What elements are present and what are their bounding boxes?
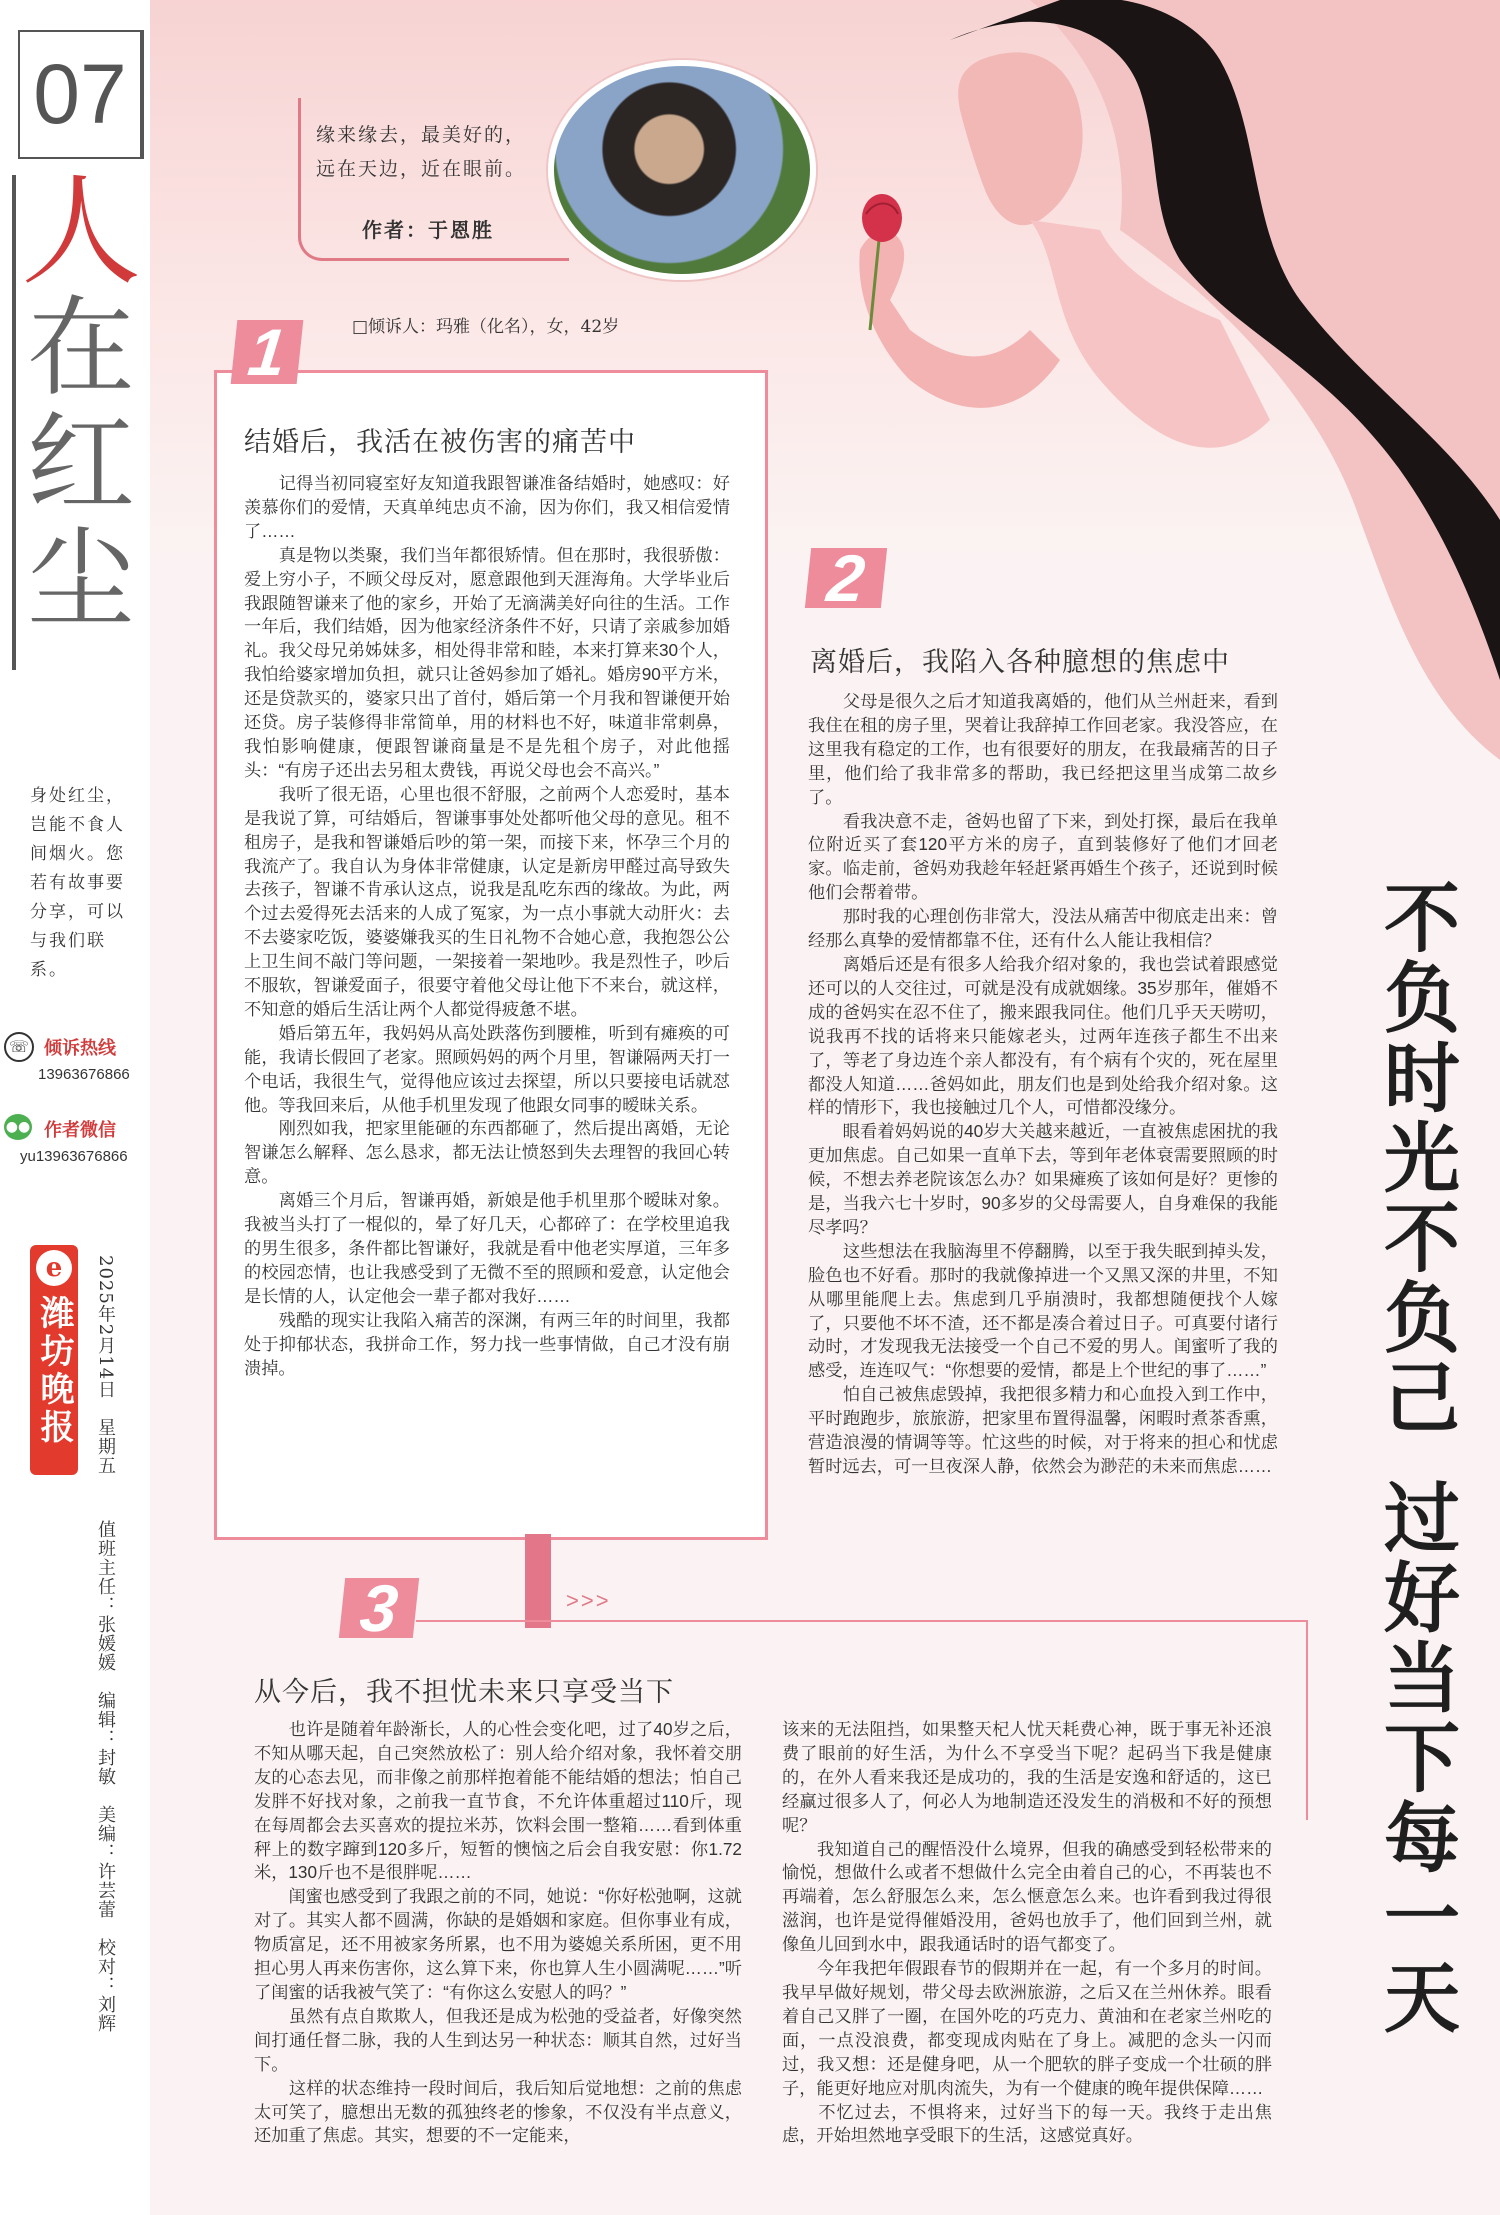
hotline-label: 倾诉热线 — [44, 1038, 116, 1058]
woman-with-rose-illustration — [800, 0, 1500, 800]
headline-char: 光 — [1384, 1117, 1460, 1202]
rose-bloom — [862, 194, 902, 242]
section-number: 2 — [805, 548, 887, 608]
section-body: 父母是很久之后才知道我离婚的，他们从兰州赶来，看到我住在租的房子里，哭着让我辞掉工作回老家。我没答应，在这里我有稳定的工作，也有很要好的朋友，在我最痛苦的日子里，他们给了我非常多的帮助，我已经把这里当成第二故乡了。 看我决意不走，爸妈也留了下来，到处打探，最后在我单位附近买了套120平方米的房子，直到装修好了他们才回老家。临走前，爸妈劝我趁年轻赶紧再婚生个孩子，还说到时候他们会帮着带。 那时我的心理创伤非常大，没法从痛苦中彻底走出来：曾经那么真挚的爱情都靠不住，还有什么人能让我相信？ 离婚后还是有很多人给我介绍对象的，我也尝试着跟感觉还可以的人交往过，可就是没有成就姻缘。35岁那年，催婚不成的爸妈实在忍不住了，搬来跟我同住。他们几乎天天唠叨，说我再不找的话将来只能嫁老头，过两年连孩子都生不出来了，等老了身边连个亲人都没有，有个病有个灾的，死在屋里都没人知道……爸妈如此，朋友们也是到处给我介绍对象。这样的情形下，我也接触过几个人，可惜都没缘分。 眼看着妈妈说的40岁大关越来越近，一直被焦虑困扰的我更加焦虑。自己如果一直单下去，等到年老体衰需要照顾的时候，不想去养老院该怎么办？如果瘫痪了该如何是好？更惨的是，当我六七十岁时，90多岁的父母需要人，自身难保的我能尽孝吗？ 这些想法在我脑海里不停翻腾，以至于我失眠到掉头发，脸色也不好看。那时的我就像掉进一个又黑又深的井里，不知从哪里能爬上去。焦虑到几乎崩溃时，我都想随便找个人嫁了，只要他不坏不渣，还不都是凑合着过日子。可真要付诸行动时，才发现我无法接受一个自己不爱的男人。闺蜜听了我的感受，连连叹气：“你想要的爱情，都是上个世纪的事了……” 怕自己被焦虑毁掉，我把很多精力和心血投入到工作中，平时跑跑步，旅旅游，把家里布置得温馨，闲暇时煮茶香熏，营造浪漫的情调等等。忙这些的时候，对于将来的担心和忧虑暂时远去，可一旦夜深人静，依然会为渺茫的未来而焦虑…… — [808, 691, 1278, 1476]
hand-shape — [859, 231, 1060, 408]
divider-line — [1306, 1620, 1308, 1820]
rubric-char: 尘 — [26, 518, 135, 643]
section-heading: 结婚后，我活在被伤害的痛苦中 — [244, 427, 636, 458]
headline-char: 负 — [1384, 1277, 1460, 1362]
divider-line — [416, 1620, 1306, 1622]
headline-char: 每 — [1384, 1797, 1460, 1882]
phone-icon: ☏ — [4, 1032, 34, 1062]
column-rubric — [12, 163, 146, 670]
section-number: 1 — [231, 320, 304, 384]
rubric-char: 红 — [26, 402, 135, 527]
complainant-line: □倾诉人：玛雅（化名），女，42岁 — [352, 317, 620, 337]
connector-bar — [525, 1534, 551, 1628]
wechat-label: 作者微信 — [44, 1120, 116, 1140]
section-number: 3 — [339, 1578, 419, 1638]
staff-credits: 值班主任：张媛媛 编辑：封敏 美编：许芸蕾 校对：刘辉 — [95, 1520, 116, 2033]
chevron-arrows-icon: >>> — [566, 1588, 611, 1613]
headline-char: 不 — [1384, 877, 1460, 962]
headline-char: 天 — [1384, 1957, 1460, 2042]
author-photo — [548, 60, 816, 280]
wechat-id: yu13963676866 — [20, 1148, 128, 1165]
face-shape — [958, 52, 1082, 225]
headline-char: 好 — [1384, 1557, 1460, 1642]
section-heading: 从今后，我不担忧未来只享受当下 — [254, 1677, 674, 1708]
issue-date: 2025年2月14日 星期五 — [95, 1255, 116, 1476]
headline-char: 下 — [1384, 1717, 1460, 1802]
logo-icon: e — [36, 1250, 72, 1286]
section-body: 记得当初同寝室好友知道我跟智谦准备结婚时，她感叹：好羡慕你们的爱情，天真单纯忠贞不渝，因为你们，我又相信爱情了…… 真是物以类聚，我们当年都很矫情。但在那时，我很骄傲：爱上穷小子，不顾父母反对，愿意跟他到天涯海角。大学毕业后我跟随智谦来了他的家乡，开始了无滴满美好向往的生活。工作一年后，我们结婚，因为他家经济条件不好，只请了亲戚参加婚礼。我父母兄弟姊妹多，相处得非常和睦，本来打算来30个人，我怕给婆家增加负担，就只让爸妈参加了婚礼。婚房90平方米，还是贷款买的，婆家只出了首付，婚后第一个月我和智谦便开始还贷。房子装修得非常简单，用的材料也不好，味道非常刺鼻，我怕影响健康，便跟智谦商量是不是先租个房子，对此他摇头：“有房子还出去另租太费钱，再说父母也会不高兴。” 我听了很无语，心里也很不舒服，之前两个人恋爱时，基本是我说了算，可结婚后，智谦事事处处都听他父母的意见。租不租房子，是我和智谦婚后吵的第一架，而接下来，怀孕三个月的我流产了。我自认为身体非常健康，认定是新房甲醛过高导致失去孩子，智谦不肯承认这点，说我是乱吃东西的缘故。为此，两个过去爱得死去活来的人成了冤家，为一点小事就大动肝火：去不去婆家吃饭，婆婆嫌我买的生日礼物不合她心意，我抱怨公公上卫生间不敲门等问题，一架接着一架地吵。我是烈性子，吵后不服软，智谦爱面子，很要守着他父母让他下不来台，就这样，不知意的婚后生活让两个人都觉得疲惫不堪。 婚后第五年，我妈妈从高处跌落伤到腰椎，听到有瘫痪的可能，我请长假回了老家。照顾妈妈的两个月里，智谦隔两天打一个电话，我很生气，觉得他应该过去探望，所以只要接电话就怼他。等我回来后，从他手机里发现了他跟女同事的暧昧关系。 刚烈如我，把家里能砸的东西都砸了，然后提出离婚，无论智谦怎么解释、怎么恳求，都无法让愤怒到失去理智的我回心转意。 离婚三个月后，智谦再婚，新娘是他手机里那个暧昧对象。我被当头打了一棍似的，晕了好几天，心都碎了：在学校里追我的男生很多，条件都比智谦好，我就是看中他老实厚道，三年多的校园恋情，也让我感受到了无微不至的照顾和爱意，认定他会是长情的人，认定他会一辈子都对我好…… 残酷的现实让我陷入痛苦的深渊，有两三年的时间里，我都处于抑郁状态，我拼命工作，努力找一些事情做，自己才没有崩溃掉。 — [244, 473, 730, 1378]
headline-char: 不 — [1384, 1197, 1460, 1282]
headline-char: 过 — [1384, 1477, 1460, 1562]
section-body-left: 也许是随着年龄渐长，人的心性会变化吧，过了40岁之后，不知从哪天起，自己突然放松了：别人给介绍对象，我怀着交朋友的心态去见，而非像之前那样抱着能不能结婚的想法；怕自己发胖不好找对象，之前我一直节食，不允许体重超过110斤，现在每周都会去买喜欢的提拉米苏，饮料会围一整箱……看到体重秤上的数字蹿到120多斤，短暂的懊恼之后会自我安慰：你1.72米，130斤也不是很胖呢…… 闺蜜也感受到了我跟之前的不同，她说：“你好松弛啊，这就对了。其实人都不圆满，你缺的是婚姻和家庭。但你事业有成，物质富足，还不用被家务所累，也不用为婆媳关系所困，更不用担心男人再来伤害你，这么算下来，你也算人生小圆满呢……”听了闺蜜的话我被气笑了：“有你这么安慰人的吗？” 虽然有点自欺欺人，但我还是成为松弛的受益者，好像突然间打通任督二脉，我的人生到达另一种状态：顺其自然，过好当下。 这样的状态维持一段时间后，我后知后觉地想：之前的焦虑太可笑了，臆想出无数的孤独终老的惨象，不仅没有半点意义，还加重了焦虑。其实，想要的不一定能来， — [254, 1719, 742, 2146]
page-headline — [1372, 877, 1472, 2050]
headline-char: 时 — [1384, 1037, 1460, 1122]
rubric-char: 在 — [26, 286, 135, 411]
epigraph-quote: 缘来缘去，最美好的，远在天边，近在眼前。 — [316, 124, 527, 180]
wechat-icon: ●● — [4, 1114, 32, 1140]
page-number: 07 — [18, 30, 144, 159]
hotline-number: 13963676866 — [38, 1066, 130, 1083]
rubric-char: 人 — [21, 163, 141, 302]
headline-char: 己 — [1384, 1357, 1460, 1442]
section-heading: 离婚后，我陷入各种臆想的焦虑中 — [810, 647, 1230, 678]
author-line: 作者：于恩胜 — [362, 218, 494, 242]
logo-text: 潍坊晚报 — [34, 1295, 74, 1447]
headline-char: 一 — [1384, 1877, 1460, 1962]
section-body-right: 该来的无法阻挡，如果整天杞人忧天耗费心神，既于事无补还浪费了眼前的好生活，为什么不享受当下呢？起码当下我是健康的，在外人看来我还是成功的，我的生活是安逸和舒适的，这已经赢过很多人了，何必人为地制造还没发生的消极和不好的预想呢？ 我知道自己的醒悟没什么境界，但我的确感受到轻松带来的愉悦，想做什么或者不想做什么完全由着自己的心，不再装也不再端着，怎么舒服怎么来，怎么惬意怎么来。也许看到我过得很滋润，也许是觉得催婚没用，爸妈也放手了，他们回到兰州，就像鱼儿回到水中，跟我通话时的语气都变了。 今年我把年假跟春节的假期并在一起，有一个多月的时间。我早早做好规划，带父母去欧洲旅游，之后又在兰州休养。眼看着自己又胖了一圈，在国外吃的巧克力、黄油和在老家兰州吃的面，一点没浪费，都变现成肉贴在了身上。减肥的念头一闪而过，我又想：还是健身吧，从一个肥软的胖子变成一个壮硕的胖子，能更好地应对肌肉流失，为有一个健康的晚年提供保障…… 不忆过去，不惧将来，过好当下的每一天。我终于走出焦虑，开始坦然地享受眼下的生活，这感觉真好。 — [782, 1719, 1272, 2146]
side-note: 身处红尘，岂能不食人间烟火。您若有故事要分享，可以与我们联系。 — [30, 786, 125, 980]
headline-char: 负 — [1384, 957, 1460, 1042]
headline-char: 当 — [1384, 1637, 1460, 1722]
